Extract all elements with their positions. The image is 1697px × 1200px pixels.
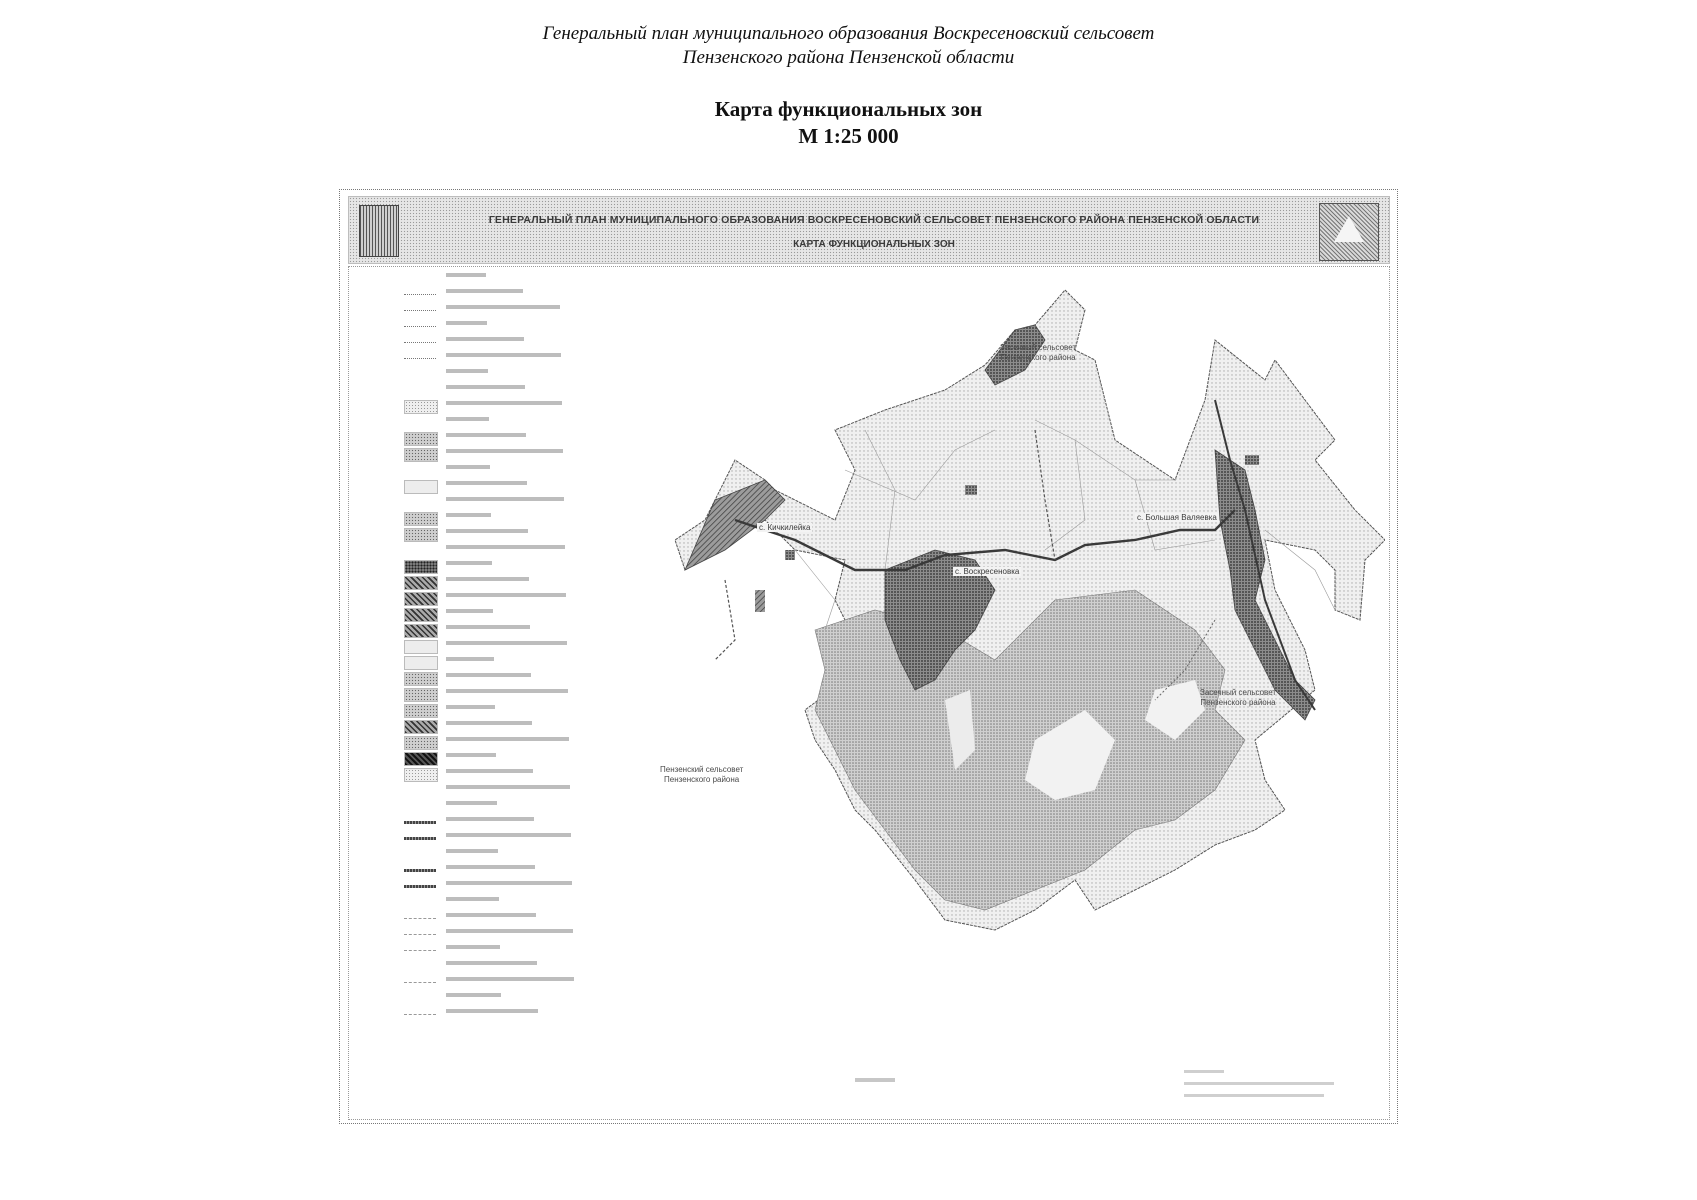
neighbor-label-east: Засечный сельсовет Пензенского района <box>1200 688 1277 707</box>
legend-swatch <box>404 869 436 872</box>
map-canvas <box>615 270 1385 1010</box>
legend-label <box>446 913 606 920</box>
legend-label <box>446 849 606 856</box>
legend-label <box>446 641 606 648</box>
legend-swatch <box>404 384 436 396</box>
map-notes <box>1170 1068 1340 1108</box>
legend-swatch <box>404 640 438 654</box>
legend-swatch <box>404 624 438 638</box>
legend-swatch <box>404 512 438 526</box>
legend-swatch <box>404 1014 436 1016</box>
legend-swatch <box>404 918 436 920</box>
legend-swatch <box>404 342 436 344</box>
settlement-label-center: с. Воскресеновка <box>955 567 1020 576</box>
legend-label <box>446 609 606 616</box>
legend-swatch <box>404 448 438 462</box>
legend-swatch <box>404 368 436 380</box>
legend-label <box>446 817 606 824</box>
legend-label <box>446 625 606 632</box>
legend-swatch <box>404 704 438 718</box>
document-header <box>0 22 1697 150</box>
sheet-header-line2: КАРТА ФУНКЦИОНАЛЬНЫХ ЗОН <box>793 239 955 250</box>
legend-label <box>446 305 606 312</box>
legend-label <box>446 721 606 728</box>
document-scale: М 1:25 000 <box>798 124 899 148</box>
legend-label <box>446 529 606 536</box>
legend-label <box>446 897 606 904</box>
legend-swatch <box>404 768 438 782</box>
legend-label <box>446 689 606 696</box>
legend-swatch <box>404 934 436 936</box>
legend-swatch <box>404 416 436 428</box>
legend-label <box>446 961 606 968</box>
legend-label <box>446 769 606 776</box>
legend-swatch <box>404 432 438 446</box>
legend-label <box>446 481 606 488</box>
neighbor-label-north: Засечный сельсовет Пензенского района <box>1000 343 1077 362</box>
legend-label <box>446 753 606 760</box>
legend-swatch <box>404 752 438 766</box>
legend-swatch <box>404 592 438 606</box>
legend-swatch <box>404 720 438 734</box>
legend-swatch <box>404 464 436 476</box>
legend-label <box>446 353 606 360</box>
legend-label <box>446 465 606 472</box>
local-road <box>715 580 735 660</box>
legend-swatch <box>404 496 436 508</box>
legend-label <box>446 513 606 520</box>
legend-label <box>446 417 606 424</box>
legend-label <box>446 369 606 376</box>
legend-label <box>446 833 606 840</box>
legend-swatch <box>404 688 438 702</box>
legend-swatch <box>404 672 438 686</box>
legend-label <box>446 561 606 568</box>
legend-swatch <box>404 608 438 622</box>
legend-swatch <box>404 310 436 312</box>
legend-label <box>446 945 606 952</box>
legend-label <box>446 881 606 888</box>
legend-swatch <box>404 896 436 908</box>
zone-small-settlement <box>1245 455 1259 465</box>
legend-swatch <box>404 294 436 296</box>
legend-swatch <box>404 821 436 824</box>
legend-label <box>446 449 606 456</box>
legend-label <box>446 737 606 744</box>
legend-swatch <box>404 656 438 670</box>
organization-logo-icon <box>1319 203 1379 261</box>
legend-label <box>446 865 606 872</box>
scale-note <box>855 1078 895 1082</box>
document-subtitle-line1: Генеральный план муниципального образования Воскресеновский сельсовет <box>542 23 1155 44</box>
map-drawing <box>615 270 1385 1010</box>
legend-label <box>446 593 606 600</box>
legend-label <box>446 673 606 680</box>
legend-label <box>446 705 606 712</box>
legend-swatch <box>404 837 436 840</box>
map-legend <box>350 272 605 1032</box>
legend-swatch <box>404 326 436 328</box>
legend-swatch <box>404 400 438 414</box>
legend-swatch <box>404 784 436 796</box>
legend-label <box>446 545 606 552</box>
legend-label <box>446 993 606 1000</box>
legend-swatch <box>404 528 438 542</box>
document-title: Карта функциональных зон <box>714 97 983 121</box>
legend-label <box>446 785 606 792</box>
legend-label <box>446 497 606 504</box>
legend-label <box>446 385 606 392</box>
legend-swatch <box>404 480 438 494</box>
legend-label <box>446 433 606 440</box>
legend-label <box>446 273 606 280</box>
legend-label <box>446 929 606 936</box>
legend-swatch <box>404 576 438 590</box>
legend-swatch <box>404 982 436 984</box>
sheet-title-bar <box>348 196 1390 264</box>
legend-label <box>446 321 606 328</box>
legend-swatch <box>404 272 436 284</box>
legend-label <box>446 657 606 664</box>
legend-label <box>446 577 606 584</box>
legend-swatch <box>404 560 438 574</box>
settlement-label-west: с. Кичкилейка <box>759 523 811 532</box>
legend-swatch <box>404 800 436 812</box>
legend-swatch <box>404 950 436 952</box>
settlement-label-east: с. Большая Валяевка <box>1137 513 1217 522</box>
legend-swatch <box>404 736 438 750</box>
legend-label <box>446 337 606 344</box>
legend-label <box>446 1009 606 1016</box>
legend-swatch <box>404 960 436 972</box>
legend-label <box>446 401 606 408</box>
legend-label <box>446 801 606 808</box>
legend-swatch <box>404 544 436 556</box>
legend-swatch <box>404 992 436 1004</box>
document-subtitle-line2: Пензенского района Пензенской области <box>682 47 1015 68</box>
zone-small-settlement <box>965 485 977 495</box>
legend-swatch <box>404 885 436 888</box>
legend-label <box>446 289 606 296</box>
legend-swatch <box>404 358 436 360</box>
legend-swatch <box>404 848 436 860</box>
zone-small-settlement <box>755 590 765 612</box>
neighbor-label-south-west: Пензенский сельсовет Пензенского района <box>660 765 744 784</box>
sheet-header-line1: ГЕНЕРАЛЬНЫЙ ПЛАН МУНИЦИПАЛЬНОГО ОБРАЗОВАНИЯ ВОСКРЕСЕНОВСКИЙ СЕЛЬСОВЕТ ПЕНЗЕНСКОГО РАЙОНА ПЕНЗЕНСКОЙ ОБЛАСТИ <box>488 214 1260 226</box>
zone-small-settlement <box>785 550 795 560</box>
map-sheet <box>339 189 1398 1124</box>
coat-of-arms-icon <box>359 205 399 257</box>
legend-label <box>446 977 606 984</box>
